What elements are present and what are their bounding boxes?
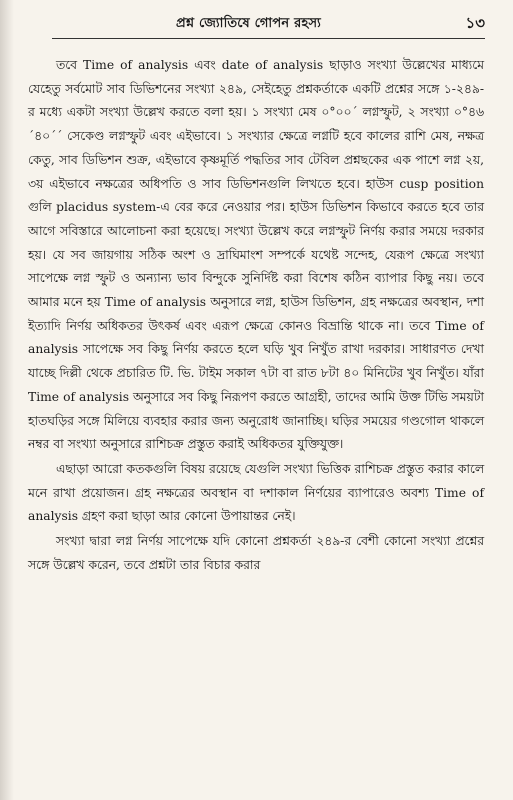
- body-text: [28, 54, 484, 577]
- paragraph: তবে Time of analysis এবং date of analysis ছাড়াও সংখ্যা উল্লেখের মাধ্যমে যেহেতু সর্বমোট সাব ডিভিশনের সংখ্যা ২৪৯, সেইহেতু প্রশ্নকর্তাকে একটি প্রশ্নের সঙ্গে ১-২৪৯-র মধ্যে একটা সংখ্যা উল্লেখ করতে বলা হয়। ১ সংখ্যা মেষ ০°০০´ লগ্নস্ফুট, ২ সংখ্যা ০°৪৬´৪০´´ সেকেণ্ড লগ্নস্ফুট এবং এইভাবে। ১ সংখ্যার ক্ষেত্রে লগ্নটি হবে কালের রাশি মেষ, নক্ষত্র কেতু, সাব ডিভিশন শুক্র, এইভাবে কৃষ্ণমূর্তি পদ্ধতির সাব টেবিল প্রশ্নছকের এক পাশে লগ্ন ২য়, ৩য় এইভাবে নক্ষত্রের অধিপতি ও সাব ডিভিশনগুলি লিখতে হবে। হাউস cusp position গুলি placidus system-এ বের করে নেওয়ার পর। হাউস ডিভিশন কিভাবে করতে হবে তার আগে সবিস্তারে আলোচনা করা হয়েছে। সংখ্যা উল্লেখ করে লগ্নস্ফুট নির্ণয় করার সময়ে দরকার হয়। যে সব জায়গায় সঠিক অংশ ও দ্রাঘিমাংশ সম্পর্কে যথেষ্ট সন্দেহ, যেরূপ ক্ষেত্রে সংখ্যা সাপেক্ষে লগ্ন স্ফুট ও অন্যান্য ভাব বিন্দুকে সুনির্দিষ্ট করা বিশেষ কঠিন ব্যাপার কিছু নয়। তবে আমার মনে হয় Time of analysis অনুসারে লগ্ন, হাউস ডিভিশন, গ্রহ নক্ষত্রের অবস্থান, দশা ইত্যাদি নির্ণয় অধিকতর উৎকর্ষ এবং এরূপ ক্ষেত্রে কোনও বিভ্রান্তি থাকে না। তবে Time of analysis সাপেক্ষে সব কিছু নির্ণয় করতে হলে ঘড়ি খুব নিখুঁত রাখা দরকার। সাধারণত দেখা যাচ্ছে দিল্লী থেকে প্রচারিত টি. ভি. টাইম সকাল ৭টা বা রাত ৮টা ৪০ মিনিটের খুব নিখুঁত। যাঁরা Time of analysis অনুসারে সব কিছু নিরূপণ করতে আগ্রহী, তাদের আমি উক্ত টিভি সময়টা হাতঘড়ির সঙ্গে মিলিয়ে ব্যবহার করার জন্য অনুরোধ জানাচ্ছি। ঘড়ির সময়ের গণ্ডগোল থাকলে নম্বর বা সংখ্যা অনুসারে রাশিচক্র প্রস্তুত করাই অধিকতর যুক্তিযুক্ত।: [28, 58, 484, 452]
- running-header: [52, 12, 485, 39]
- running-title: প্রশ্ন জ্যোতিষে গোপন রহস্য: [175, 16, 322, 31]
- page-number: ১৩: [465, 14, 485, 32]
- paragraph: সংখ্যা দ্বারা লগ্ন নির্ণয় সাপেক্ষে যদি কোনো প্রশ্নকর্তা ২৪৯-র বেশী কোনো সংখ্যা প্রশ্নের সঙ্গে উল্লেখ করেন, তবে প্রশ্নটা তার বিচার করার: [28, 534, 484, 572]
- page-gutter-shadow: [0, 0, 14, 800]
- paragraph: এছাড়া আরো কতকগুলি বিষয় রয়েছে যেগুলি সংখ্যা ভিত্তিক রাশিচক্র প্রস্তুত করার কালে মনে রাখা প্রয়োজন। গ্রহ নক্ষত্রের অবস্থান বা দশাকাল নির্ণয়ের ব্যাপারেও অবশ্য Time of analysis গ্রহণ করা ছাড়া আর কোনো উপায়ান্তর নেই।: [28, 461, 484, 524]
